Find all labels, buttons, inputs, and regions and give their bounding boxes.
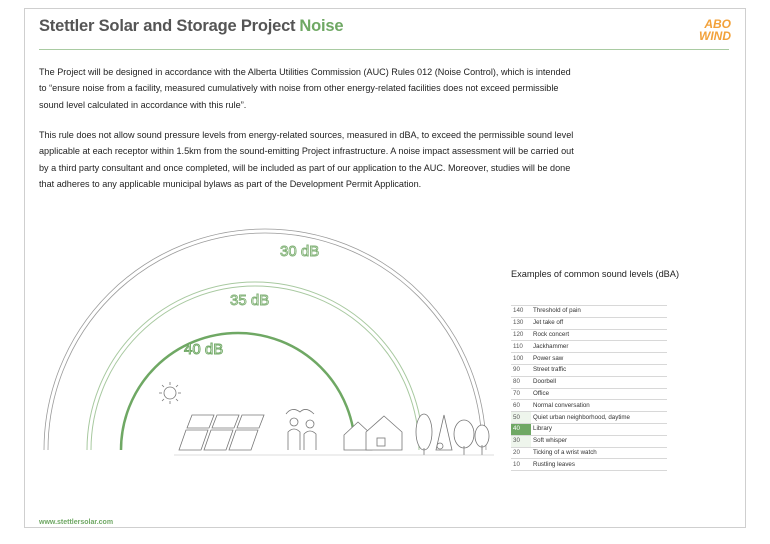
sound-level-example: Jet take off (531, 317, 667, 329)
sound-level-example: Threshold of pain (531, 306, 667, 318)
sound-level-example: Jackhammer (531, 341, 667, 353)
sound-level-db: 10 (511, 459, 531, 471)
sound-level-db: 90 (511, 364, 531, 376)
sound-level-example: Rustling leaves (531, 459, 667, 471)
sound-level-example: Ticking of a wrist watch (531, 447, 667, 459)
sound-table-title: Examples of common sound levels (dBA) (511, 269, 679, 279)
sound-level-db: 100 (511, 353, 531, 365)
sound-level-row (511, 435, 667, 447)
sound-level-example: Normal conversation (531, 400, 667, 412)
sun-icon (159, 382, 181, 404)
sound-level-example: Rock concert (531, 329, 667, 341)
intro-paragraph: The Project will be designed in accordance with the Alberta Utilities Commission (AUC) Rules 012 (Noise Control), which is intended to “ensure noise from a facility, measured cumulatively with noise from other energy-related facilities does not exceed permissible sound level calculated in accordance with this rule”. (39, 67, 571, 110)
title-divider (39, 49, 729, 50)
noise-illustration (24, 200, 504, 470)
sound-level-row (511, 400, 667, 412)
sound-level-row (511, 388, 667, 400)
sound-level-example: Doorbell (531, 376, 667, 388)
page-title (39, 17, 343, 36)
arc-label-30db: 30 dB (280, 243, 320, 260)
sound-level-db: 50 (511, 412, 531, 424)
sound-level-db: 80 (511, 376, 531, 388)
abo-wind-logo (685, 18, 731, 44)
sound-level-db: 140 (511, 306, 531, 318)
sound-level-db: 60 (511, 400, 531, 412)
sound-level-row (511, 459, 667, 471)
sound-levels-table (511, 305, 667, 471)
sound-level-row (511, 329, 667, 341)
sound-level-row (511, 423, 667, 435)
trees-icon (416, 414, 489, 455)
sound-level-db: 70 (511, 388, 531, 400)
page-title-accent: Noise (299, 17, 344, 35)
sound-level-row (511, 364, 667, 376)
footer-website-link[interactable]: www.stettlersolar.com (39, 519, 114, 526)
arc-label-35db: 35 dB (230, 292, 270, 309)
arc-30db-inner (48, 233, 482, 450)
sound-level-db: 20 (511, 447, 531, 459)
sound-level-example: Power saw (531, 353, 667, 365)
sound-level-row (511, 317, 667, 329)
sound-level-row (511, 412, 667, 424)
sound-level-db: 30 (511, 435, 531, 447)
rule-paragraph: This rule does not allow sound pressure levels from energy-related sources, measured in dBA, to exceed the permissible sound level applicable at each receptor within 1.5km from the sound-emitting Project infrastructure. A noise impact assessment will be carried out by a third party consultant and once completed, will be included as part of our application to the AUC. Moreover, studies will be done that adheres to any applicable municipal bylaws as part of the Development Permit Application. (39, 130, 574, 189)
solar-panels-icon (179, 415, 264, 450)
logo-line-1: ABO (704, 17, 731, 31)
sound-level-example: Street traffic (531, 364, 667, 376)
sound-level-example: Soft whisper (531, 435, 667, 447)
sound-level-db: 40 (511, 423, 531, 435)
sound-level-example: Office (531, 388, 667, 400)
houses-icon (344, 416, 402, 450)
sound-level-row (511, 447, 667, 459)
sound-level-row (511, 306, 667, 318)
sound-level-row (511, 353, 667, 365)
sound-level-db: 110 (511, 341, 531, 353)
arc-label-40db: 40 dB (184, 341, 224, 358)
sound-level-row (511, 376, 667, 388)
sound-level-db: 120 (511, 329, 531, 341)
sound-level-row (511, 341, 667, 353)
sound-level-db: 130 (511, 317, 531, 329)
people-icon (286, 409, 316, 450)
sound-level-example: Quiet urban neighborhood, daytime (531, 412, 667, 424)
sound-level-example: Library (531, 423, 667, 435)
page-title-main: Stettler Solar and Storage Project (39, 17, 296, 35)
logo-line-2: WIND (699, 29, 731, 43)
